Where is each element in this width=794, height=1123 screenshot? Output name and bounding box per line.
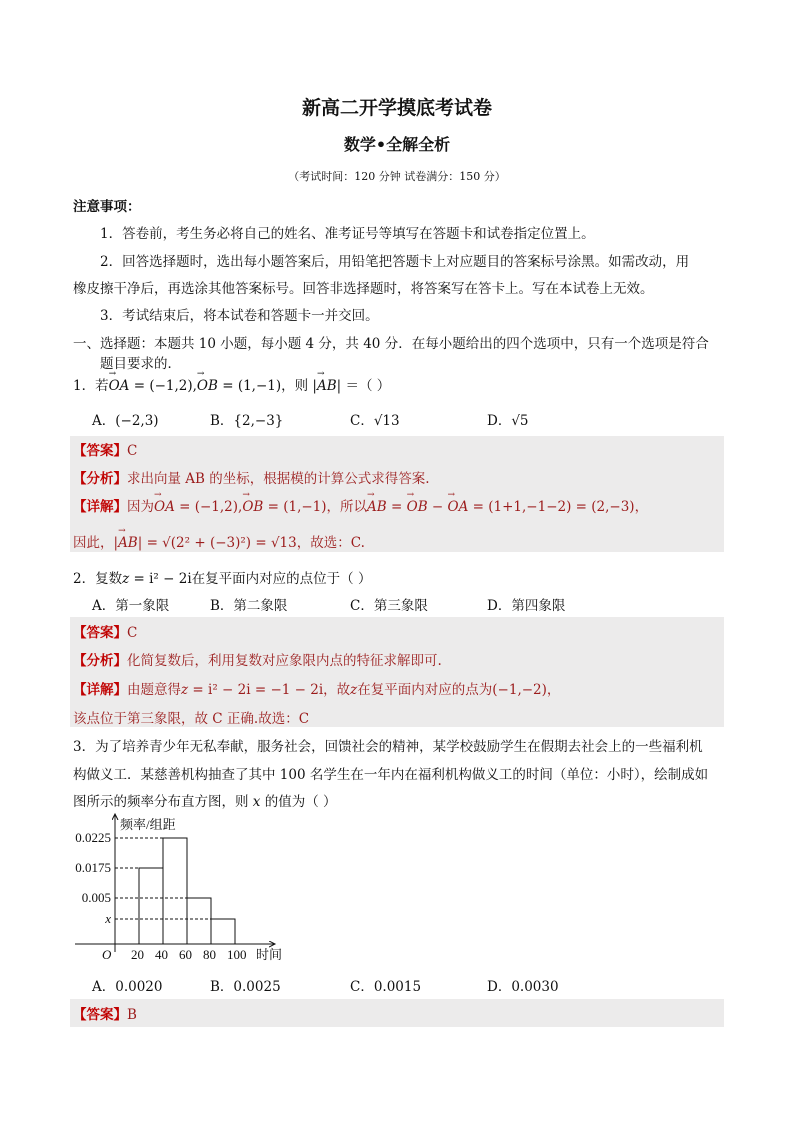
q1-answer <box>73 439 137 459</box>
q3-solution-box <box>70 999 724 1027</box>
q3-stem-line-2: 构做义工．某慈善机构抽查了其中 100 名学生在一年内在福利机构做义工的时间（单位：小时），绘制成如 <box>73 767 709 783</box>
q1-analysis-tag: 【分析】 <box>73 471 127 487</box>
chart-xlabel: 时间 <box>256 947 283 962</box>
page-subtitle: 数学•全解全析 <box>343 135 451 154</box>
x-tick-label: 20 <box>131 947 144 962</box>
chart-origin-label: O <box>102 947 112 962</box>
x-tick-label: 100 <box>227 947 247 962</box>
q1-detail-prefix: 因为 <box>127 499 154 515</box>
q3-answer-tag: 【答案】 <box>73 1007 127 1023</box>
q1-detail-math-1: → OA = (−1,2),→ OB = (1,−1) <box>154 499 327 515</box>
histogram-bar-20-40 <box>139 868 163 944</box>
histogram-bar-60-80 <box>187 898 211 944</box>
q2-detail-mid: ，故 <box>323 682 351 698</box>
q3-stem-line-3-text: 图所示的频率分布直方图，则 <box>73 794 249 810</box>
q2-detail-z: z <box>350 682 358 698</box>
q2-detail-suffix: 在复平面内对应的点为 <box>357 682 493 698</box>
y-tick-label: x <box>105 911 111 926</box>
histogram-chart <box>70 812 285 962</box>
y-tick-label: 0.0175 <box>75 860 111 875</box>
q1-detail-math-2: → AB = → OB − → OA = (1+1,−1−2) = (2,−3)， <box>367 499 648 515</box>
q2-stem-prefix: 2．复数 <box>73 571 123 587</box>
q1-answer-value: C <box>127 443 138 459</box>
q1-vectors: → OA = (−1,2),→ OB = (1,−1) <box>109 378 282 394</box>
q3-option-b: B．0.0025 <box>210 979 281 995</box>
histogram-bar-40-60 <box>163 838 187 944</box>
q2-detail-tag: 【详解】 <box>73 682 127 698</box>
x-tick-label: 40 <box>155 947 168 962</box>
q2-detail-line2: 该点位于第三象限，故 C 正确.故选：C <box>73 711 310 727</box>
q1-stem-suffix: ，则 <box>281 378 309 394</box>
note-item-2-cont: 橡皮擦干净后，再选涂其他答案标号。回答非选择题时，将答案写在答卡上。写在本试卷上无效。 <box>73 281 654 297</box>
q1-option-c: C．√13 <box>350 413 400 429</box>
q2-analysis-tag: 【分析】 <box>73 653 127 669</box>
q1-norm: |→ AB| <box>308 378 345 394</box>
x-tick-label: 60 <box>179 947 192 962</box>
q1-analysis <box>73 467 430 487</box>
q2-option-b: B．第二象限 <box>210 598 288 614</box>
notes-heading: 注意事项： <box>73 199 141 215</box>
q2-option-c: C．第三象限 <box>350 598 428 614</box>
q3-stem-line-3 <box>73 790 337 810</box>
q2-stem-suffix: 在复平面内对应的点位于（ ） <box>191 571 372 587</box>
q2-option-a: A．第一象限 <box>92 598 170 614</box>
q1-detail-math-3: |→ AB| = √(2² + (−3)²) = √13 <box>114 535 297 551</box>
q1-detail-line2-suffix: ，故选：C. <box>296 535 365 551</box>
q2-option-d: D．第四象限 <box>487 598 566 614</box>
q2-answer-tag: 【答案】 <box>73 625 127 641</box>
q2-detail-point: (−1,−2)， <box>492 682 561 698</box>
q3-variable-x: x <box>248 794 265 810</box>
chart-ylabel: 频率/组距 <box>120 817 176 832</box>
q2-analysis <box>73 649 442 669</box>
note-item-1: 1．答卷前，考生务必将自己的姓名、准考证号等填写在答题卡和试卷指定位置上。 <box>100 226 595 242</box>
q1-detail-line2 <box>73 531 365 551</box>
page-title: 新高二开学摸底考试卷 <box>301 97 492 119</box>
y-tick-label: 0.005 <box>81 890 111 905</box>
q1-stem-prefix: 1．若 <box>73 378 109 394</box>
chart-bars <box>139 838 235 944</box>
q2-detail <box>73 678 560 698</box>
q1-stem <box>73 374 390 394</box>
note-item-3: 3．考试结束后，将本试卷和答题卡一并交回。 <box>100 308 379 324</box>
q2-stem <box>73 567 371 587</box>
q3-answer-value: B <box>127 1007 137 1023</box>
section-heading-cont: 题目要求的． <box>100 356 181 372</box>
q3-option-d: D．0.0030 <box>487 979 559 995</box>
q2-detail-math: z = i² − 2i = −1 − 2i <box>181 682 324 698</box>
q1-blank: ＝（ ） <box>345 378 391 394</box>
exam-time-info: （考试时间：120 分钟 试卷满分：150 分） <box>288 170 506 183</box>
q1-option-d: D．√5 <box>487 413 529 429</box>
q1-detail <box>73 495 648 515</box>
note-item-2: 2．回答选择题时，选出每小题答案后，用铅笔把答题卡上对应题目的答案标号涂黑。如需改动，用 <box>100 254 690 270</box>
y-tick-label: 0.0225 <box>75 830 111 845</box>
q1-analysis-text: 求出向量 AB 的坐标，根据模的计算公式求得答案. <box>127 471 430 487</box>
q3-stem-line-1: 3．为了培养青少年无私奉献，服务社会，回馈社会的精神，某学校鼓励学生在假期去社会上的一些福利机 <box>73 739 703 755</box>
q1-option-a: A．(−2,3) <box>92 413 159 429</box>
x-tick-label: 80 <box>203 947 216 962</box>
q2-answer-value: C <box>127 625 138 641</box>
q2-expression: z = i² − 2i <box>122 571 192 587</box>
q2-analysis-text: 化简复数后，利用复数对应象限内点的特征求解即可. <box>127 653 442 669</box>
q1-detail-tag: 【详解】 <box>73 499 127 515</box>
histogram-bar-80-100 <box>211 919 235 944</box>
q1-detail-mid: ，所以 <box>326 499 368 515</box>
chart-x-tick-labels <box>131 947 247 962</box>
section-heading: 一、选择题：本题共 10 小题，每小题 4 分，共 40 分．在每小题给出的四个选项中，只有一个选项是符合 <box>73 336 709 352</box>
q3-option-a: A．0.0020 <box>92 979 163 995</box>
q3-option-c: C．0.0015 <box>350 979 422 995</box>
q1-answer-tag: 【答案】 <box>73 443 127 459</box>
q2-detail-prefix: 由题意得 <box>127 682 181 698</box>
q3-stem-end: 的值为（ ） <box>264 794 337 810</box>
chart-y-tick-labels <box>75 830 111 926</box>
q1-option-b: B．{2,−3} <box>210 413 284 429</box>
q2-answer <box>73 621 137 641</box>
q3-answer <box>73 1003 137 1023</box>
q1-detail-line2-prefix: 因此， <box>73 535 114 551</box>
